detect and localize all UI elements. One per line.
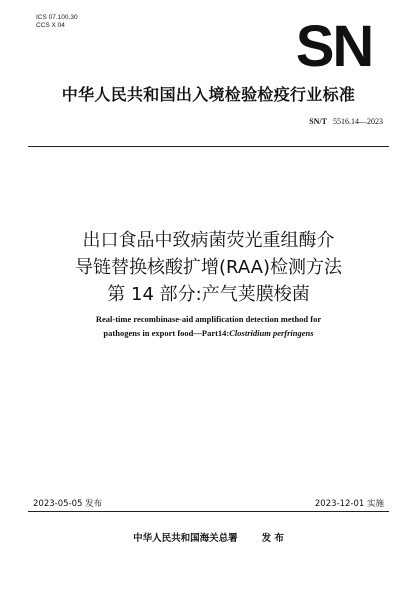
standard-code: 5516.14—2023 (333, 117, 383, 126)
issue-date: 2023-05-05 发布 (33, 499, 103, 509)
title-cn-line-2: 导链替换核酸扩增(RAA)检测方法 (75, 257, 342, 278)
title-cn-line-3: 第 14 部分:产气荚膜梭菌 (107, 284, 310, 305)
implementation-date: 2023-12-01 实施 (314, 499, 384, 509)
standard-number (309, 117, 383, 126)
standard-category-title: 中华人民共和国出入境检验检疫行业标准 (61, 85, 356, 104)
sn-logo (282, 21, 386, 71)
issuing-authority (0, 530, 417, 544)
ics-code: ICS 07.100.30 (36, 14, 78, 21)
ccs-code: CCS X 04 (36, 22, 65, 29)
issuer-name: 中华人民共和国海关总署 (133, 533, 238, 544)
standard-prefix: SN/T (309, 117, 327, 126)
sn-logo-text: SN (295, 21, 373, 71)
top-divider (28, 146, 389, 147)
title-en-line-1: Real-time recombinase-aid amplification detection method for (95, 314, 322, 324)
title-en-species: Clostridium perfringens (229, 328, 314, 338)
title-en-line-2 (0, 328, 417, 338)
title-cn-line-1: 出口食品中致病菌荧光重组酶介 (82, 230, 335, 251)
issuer-action: 发 布 (261, 533, 284, 544)
classification-codes (36, 14, 78, 30)
bottom-divider (28, 511, 389, 512)
title-en-prefix: pathogens in export food—Part14: (103, 328, 230, 338)
